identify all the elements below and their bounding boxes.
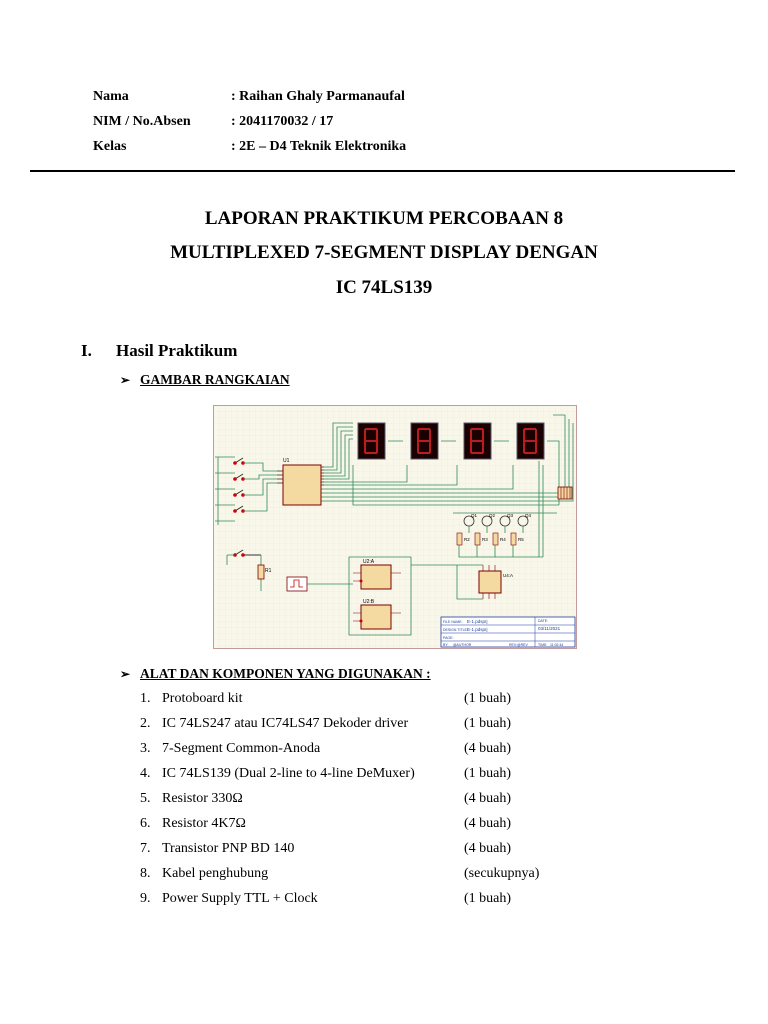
- item-name: Protoboard kit: [162, 691, 243, 706]
- item-name: Resistor 330Ω: [162, 791, 243, 806]
- item-number: 8.: [140, 866, 151, 881]
- nim-label: NIM / No.Absen: [93, 114, 191, 129]
- subsection-alat: [120, 666, 431, 682]
- u4-label: U4:A: [503, 573, 514, 578]
- u2a-label: U2:A: [363, 559, 375, 565]
- ic-u1: [277, 458, 324, 505]
- q2-label: Q2: [489, 513, 496, 518]
- item-qty: (4 buah): [464, 791, 512, 806]
- time-label: TIME:: [538, 643, 548, 647]
- arrow-bullet-icon: ➢: [120, 373, 131, 387]
- item-name: 7-Segment Common-Anoda: [162, 741, 321, 756]
- item-qty: (1 buah): [464, 891, 512, 906]
- q4-label: Q4: [525, 513, 532, 518]
- subsection-gambar: [120, 372, 290, 388]
- q1-label: Q1: [471, 513, 478, 518]
- report-title-line1: LAPORAN PRAKTIKUM PERCOBAAN 8: [204, 208, 564, 229]
- u2b-label: U2:B: [363, 599, 375, 605]
- item-number: 7.: [140, 841, 151, 856]
- section-title: Hasil Praktikum: [116, 341, 238, 360]
- header-row-nama: [93, 89, 405, 105]
- r5-label: R5: [518, 537, 524, 542]
- page-label: PAGE:: [443, 636, 454, 640]
- item-name: Power Supply TTL + Clock: [162, 891, 318, 906]
- item-qty: (1 buah): [464, 691, 512, 706]
- title-block: [441, 617, 575, 647]
- circuit-schematic: [213, 405, 577, 649]
- rev-value: REV:@REV: [509, 643, 528, 647]
- header-row-kelas: [93, 139, 407, 155]
- kelas-label: Kelas: [93, 139, 127, 154]
- arrow-bullet-icon: ➢: [120, 667, 131, 681]
- seven-segment-display-2: [411, 423, 438, 459]
- section-number: I.: [81, 341, 92, 360]
- r3-label: R3: [482, 537, 488, 542]
- nama-label: Nama: [93, 89, 129, 104]
- seven-segment-display-1: [358, 423, 385, 459]
- item-name: IC 74LS139 (Dual 2-line to 4-line DeMuxer): [162, 766, 415, 781]
- file-name-label: FILE NAME:: [443, 620, 463, 624]
- item-name: Transistor PNP BD 140: [162, 841, 295, 856]
- item-number: 4.: [140, 766, 151, 781]
- item-name: Kabel penghubung: [162, 866, 269, 881]
- item-qty: (4 buah): [464, 741, 512, 756]
- design-title-label: DESIGN TITLE:: [443, 628, 468, 632]
- design-title-value: E-1.pdsprj: [467, 627, 488, 632]
- header-divider: [30, 170, 735, 172]
- item-qty: (1 buah): [464, 716, 512, 731]
- q3-label: Q3: [507, 513, 514, 518]
- header-row-nim: [93, 114, 334, 130]
- section-heading: [81, 341, 237, 361]
- subsection-alat-title: ALAT DAN KOMPONEN YANG DIGUNAKAN :: [140, 666, 431, 681]
- item-number: 1.: [140, 691, 151, 706]
- item-number: 9.: [140, 891, 151, 906]
- subsection-gambar-title: GAMBAR RANGKAIAN: [140, 372, 290, 387]
- nim-value: : 2041170032 / 17: [231, 114, 334, 129]
- item-qty: (4 buah): [464, 841, 512, 856]
- item-number: 3.: [140, 741, 151, 756]
- kelas-value: : 2E – D4 Teknik Elektronika: [231, 139, 407, 154]
- nama-value: : Raihan Ghaly Parmanaufal: [231, 89, 405, 104]
- r1-label: R1: [265, 568, 272, 574]
- item-name: Resistor 4K7Ω: [162, 816, 246, 831]
- seven-segment-display-3: [464, 423, 491, 459]
- by-label: BY:: [443, 643, 449, 647]
- item-qty: (1 buah): [464, 766, 512, 781]
- date-value: 03/11/2021: [538, 626, 561, 631]
- item-name: IC 74LS247 atau IC74LS47 Dekoder driver: [162, 716, 409, 731]
- r4-label: R4: [500, 537, 506, 542]
- file-name-value: E-1.pdsprj: [467, 619, 488, 624]
- time-value: 11:02:44: [550, 643, 564, 647]
- item-number: 6.: [140, 816, 151, 831]
- date-label: DATE:: [538, 619, 549, 623]
- item-qty: (4 buah): [464, 816, 512, 831]
- seven-segment-display-4: [517, 423, 544, 459]
- item-number: 5.: [140, 791, 151, 806]
- r2-label: R2: [464, 537, 470, 542]
- report-title-line3: IC 74LS139: [335, 277, 433, 298]
- report-title-line2: MULTIPLEXED 7-SEGMENT DISPLAY DENGAN: [170, 242, 598, 263]
- item-qty: (secukupnya): [464, 866, 540, 881]
- u1-label: U1: [283, 458, 290, 464]
- item-number: 2.: [140, 716, 151, 731]
- by-value: @AUTHOR: [453, 643, 472, 647]
